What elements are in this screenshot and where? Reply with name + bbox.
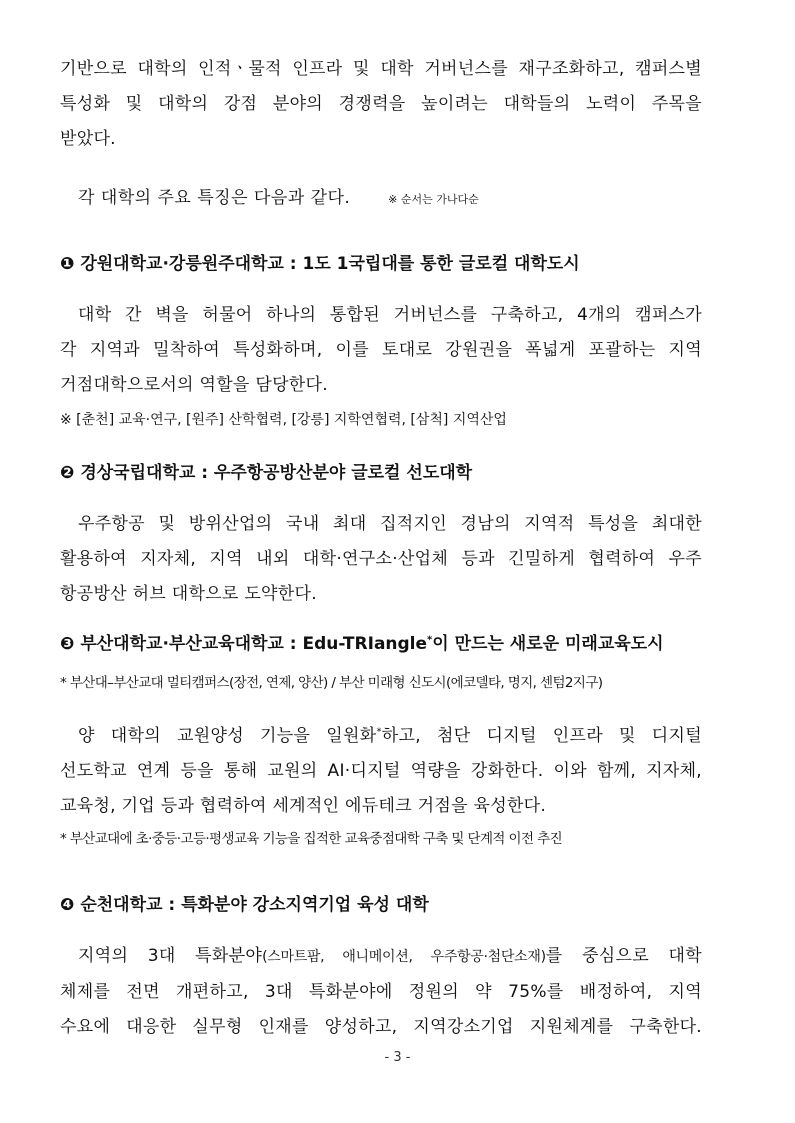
section-1-line: 거점대학으로서의 역할을 담당한다. bbox=[60, 375, 328, 395]
section-3-title-footnote-mark: * bbox=[427, 634, 433, 646]
section-3-title-b: 이 만드는 새로운 미래교육도시 bbox=[432, 634, 664, 654]
section-2-marker: ❷ bbox=[60, 463, 75, 483]
order-note: ※ 순서는 가나다순 bbox=[388, 193, 479, 206]
section-2-heading bbox=[60, 461, 472, 485]
section-2-title: 경상국립대학교 : 우주항공방산분야 글로컬 선도대학 bbox=[80, 463, 473, 483]
section-3-sub-note: * 부산대–부산교대 멀티캠퍼스(장전, 연제, 양산) / 부산 미래형 신도시(에코델타, 명지, 센텀2지구) bbox=[60, 675, 603, 691]
section-3-marker: ❸ bbox=[60, 634, 75, 654]
section-1-title: 강원대학교·강릉원주대학교 : 1도 1국립대를 통한 글로컬 대학도시 bbox=[80, 254, 580, 274]
section-4-body bbox=[60, 939, 702, 1045]
intro-line: 받았다. bbox=[60, 129, 116, 149]
section-3-body bbox=[60, 719, 702, 824]
intro-paragraph bbox=[60, 52, 702, 157]
summary-text: 각 대학의 주요 특징은 다음과 같다. bbox=[78, 188, 351, 208]
section-4-line bbox=[60, 939, 702, 975]
section-2-line: 항공방산 허브 대학으로 도약한다. bbox=[60, 584, 317, 604]
page-number: - 3 - bbox=[384, 1050, 411, 1065]
section-3-line-1b: 하고, 첨단 디지털 인프라 및 디지털 bbox=[381, 726, 702, 746]
section-4-line-1b: 를 중심으로 대학 bbox=[545, 946, 702, 966]
intro-line: 특성화 및 대학의 강점 분야의 경쟁력을 높이려는 대학들의 노력이 주목을 bbox=[60, 94, 702, 114]
section-3-line: 교육청, 기업 등과 협력하여 세계적인 에듀테크 거점을 육성한다. bbox=[60, 796, 547, 816]
section-1-line: 각 지역과 밀착하여 특성화하며, 이를 토대로 강원권을 폭넓게 포괄하는 지역 bbox=[60, 340, 702, 360]
section-1-line: 대학 간 벽을 허물어 하나의 통합된 거버넌스를 구축하고, 4개의 캠퍼스가 bbox=[78, 305, 702, 325]
section-4-line: 체제를 전면 개편하고, 3대 특화분야에 정원의 약 75%를 배정하여, 지역 bbox=[60, 982, 702, 1002]
section-4-marker: ❹ bbox=[60, 895, 75, 915]
section-3-title-a: 부산대학교·부산교육대학교 : Edu-TRIangle bbox=[80, 634, 428, 654]
section-1-body bbox=[60, 298, 702, 403]
section-4-line-1-parenthetical: (스마트팜, 애니메이션, 우주항공·첨단소재) bbox=[262, 949, 546, 965]
summary-line bbox=[78, 183, 479, 208]
section-1-heading bbox=[60, 252, 580, 276]
section-4-heading bbox=[60, 893, 429, 917]
section-4-line: 수요에 대응한 실무형 인재를 양성하고, 지역강소기업 지원체계를 구축한다. bbox=[60, 1017, 702, 1037]
section-1-note: ※ [춘천] 교육·연구, [원주] 산학협력, [강릉] 지학연협력, [삼척] 지역산업 bbox=[60, 412, 507, 428]
section-3-line bbox=[60, 719, 702, 754]
section-4-title: 순천대학교 : 특화분야 강소지역기업 육성 대학 bbox=[80, 895, 429, 915]
intro-line: 기반으로 대학의 인적ㆍ물적 인프라 및 대학 거버넌스를 재구조화하고, 캠퍼스별 bbox=[60, 59, 702, 79]
section-3-line: 선도학교 연계 등을 통해 교원의 AI·디지털 역량을 강화한다. 이와 함께, 지자체, bbox=[60, 761, 702, 781]
section-2-line: 우주항공 및 방위산업의 국내 최대 집적지인 경남의 지역적 특성을 최대한 bbox=[78, 514, 702, 534]
section-4-line-1a: 지역의 3대 특화분야 bbox=[78, 946, 263, 966]
section-3-body-footnote-mark: * bbox=[376, 726, 382, 738]
section-3-note: * 부산교대에 초·중등·고등·평생교육 기능을 집적한 교육중점대학 구축 및 단계적 이전 추진 bbox=[60, 831, 563, 847]
section-3-heading bbox=[60, 632, 664, 656]
section-3-line-1a: 양 대학의 교원양성 기능을 일원화 bbox=[78, 726, 377, 746]
section-2-line: 활용하여 지자체, 지역 내외 대학·연구소·산업체 등과 긴밀하게 협력하여 우주 bbox=[60, 549, 702, 569]
section-2-body bbox=[60, 507, 702, 612]
section-1-marker: ❶ bbox=[60, 254, 75, 274]
